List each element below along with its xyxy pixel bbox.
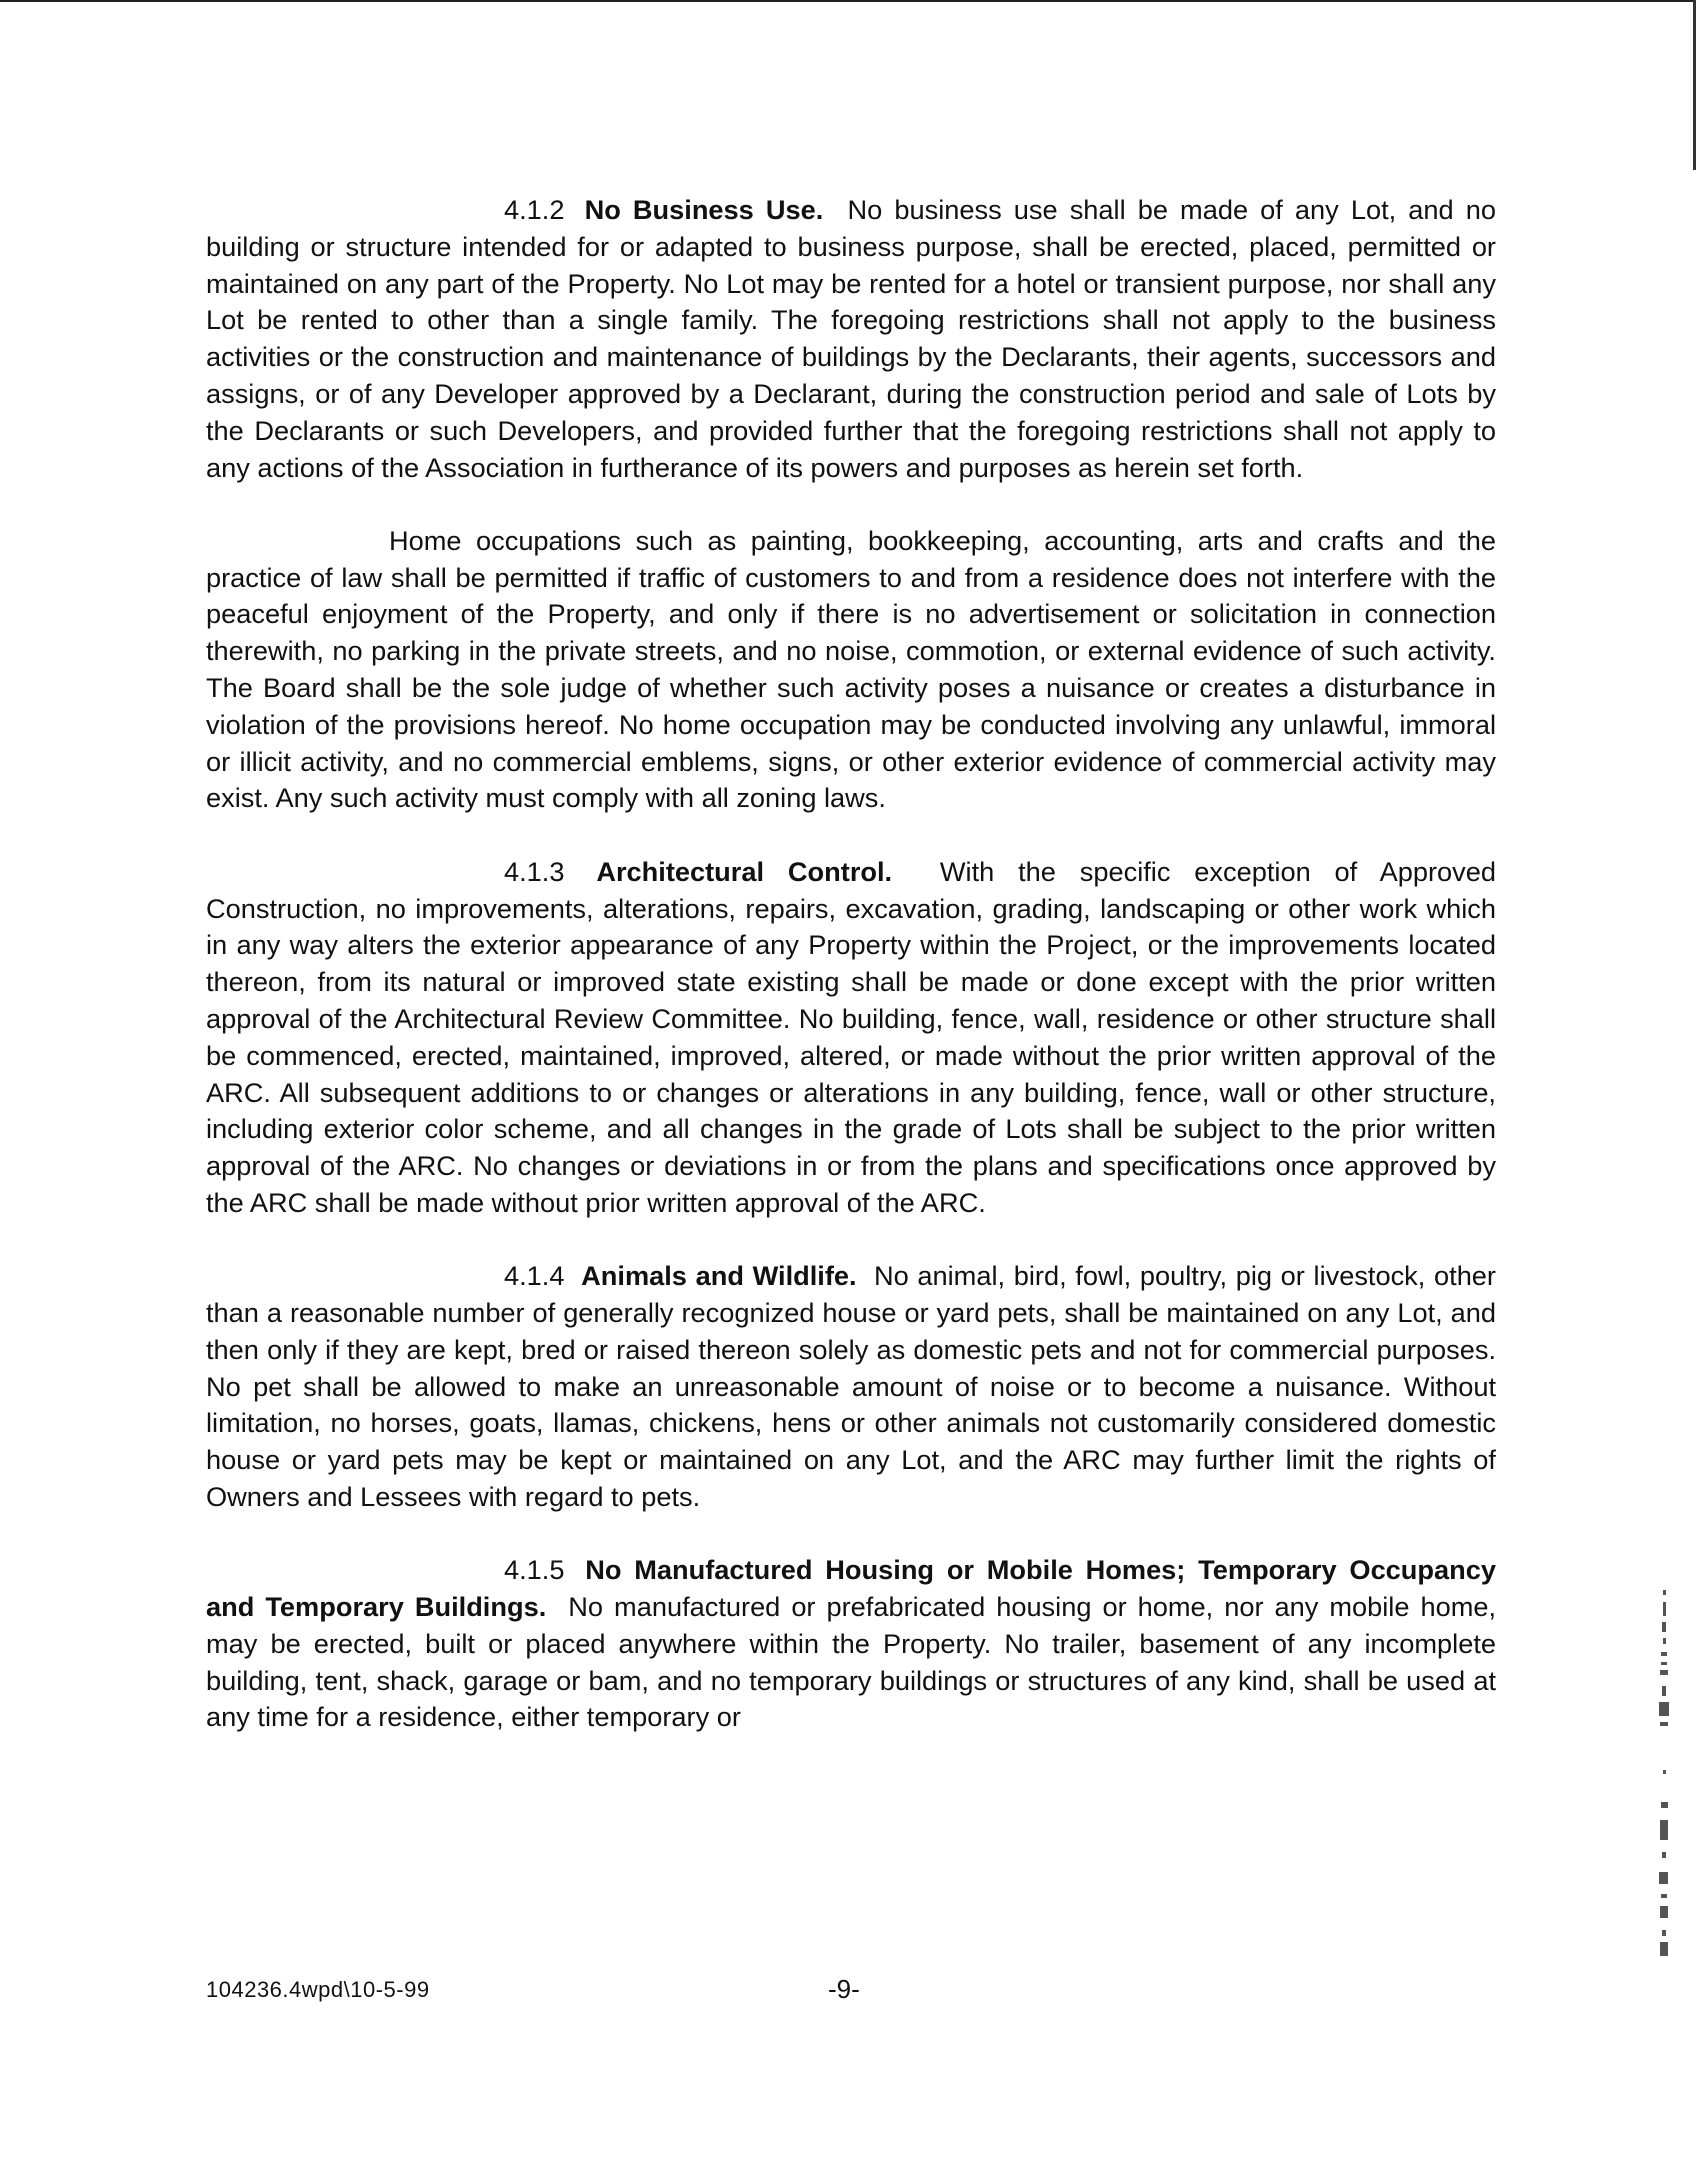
section-4-1-2-continuation xyxy=(206,523,1496,817)
section-4-1-2 xyxy=(206,192,1496,486)
section-heading: No Manufactured Housing or Mobile Homes; Temporary Occupancy and Temporary Buildings. xyxy=(206,1554,1496,1623)
section-text: Home occupations such as painting, bookkeeping, accounting, arts and crafts and the practice of law shall be permitted if traffic of customers to and from a residence does not interfere with the peaceful enjoyment of the Property, and only if there is no advertisement or solicitation in connection therewith, no parking in the private streets, and no noise, commotion, or external evidence of such activity. The Board shall be the sole judge of whether such activity poses a nuisance or creates a disturbance in violation of the provisions hereof. No home occupation may be conducted involving any unlawful, immoral or illicit activity, and no commercial emblems, signs, or other exterior evidence of commercial activity may exist. Any such activity must comply with all zoning laws. xyxy=(206,524,1496,814)
section-text: No business use shall be made of any Lot, and no building or structure intended for or adapted to business purpose, shall be erected, placed, permitted or maintained on any part of the Property. No Lot may be rented for a hotel or transient purpose, nor shall any Lot be rented to other than a single family. The foregoing restrictions shall not apply to the business activities or the construction and maintenance of buildings by the Declarants, their agents, successors and assigns, or of any Developer approved by a Declarant, during the construction period and sale of Lots by the Declarants or such Developers, and provided further that the foregoing restrictions shall not apply to any actions of the Association in furtherance of its powers and purposes as herein set forth. xyxy=(206,194,1496,483)
section-4-1-4 xyxy=(206,1258,1496,1516)
footer-file-reference: 104236.4wpd\10-5-99 xyxy=(206,1977,430,2002)
section-heading: Architectural Control. xyxy=(596,855,893,887)
section-text: No manufactured or prefabricated housing or home, nor any mobile home, may be erected, built or placed anywhere within the Property. No trailer, basement of any incomplete building, tent, shack, garage or bam, and no temporary buildings or structures of any kind, shall be used at any time for a residence, either temporary or xyxy=(206,1591,1497,1733)
section-text: With the specific exception of Approved Construction, no improvements, alterations, repairs, excavation, grading, landscaping or other work which in any way alters the exterior appearance of any Property within the Project, or the improvements located thereon, from its natural or improved state existing shall be made or done except with the prior written approval of the Architectural Review Committee. No building, fence, wall, residence or other structure shall be commenced, erected, maintained, improved, altered, or made without the prior written approval of the ARC. All subsequent additions to or changes or alterations in any building, fence, wall or other structure, including exterior color scheme, and all changes in the grade of Lots shall be subject to the prior written approval of the ARC. No changes or deviations in or from the plans and specifications once approved by the ARC shall be made without prior written approval of the ARC. xyxy=(206,855,1496,1218)
section-4-1-5 xyxy=(206,1552,1496,1736)
scan-top-edge xyxy=(0,0,1696,2)
page-number: -9- xyxy=(828,1974,860,2004)
section-number: 4.1.2 xyxy=(504,194,565,225)
section-number: 4.1.5 xyxy=(504,1554,565,1586)
section-heading: No Business Use. xyxy=(584,194,824,225)
section-heading: Animals and Wildlife. xyxy=(581,1260,857,1292)
section-text: No animal, bird, fowl, poultry, pig or livestock, other than a reasonable number of generally recognized house or yard pets, shall be maintained on any Lot, and then only if they are kept, bred or raised thereon solely as domestic pets and not for commercial purposes. No pet shall be allowed to make an unreasonable amount of noise or to become a nuisance. Without limitation, no horses, goats, llamas, chickens, hens or other animals not customarily considered domestic house or yard pets may be kept or maintained on any Lot, and the ARC may further limit the rights of Owners and Lessees with regard to pets. xyxy=(206,1260,1496,1512)
section-4-1-3 xyxy=(206,854,1496,1222)
section-number: 4.1.4 xyxy=(504,1260,565,1292)
section-number: 4.1.3 xyxy=(504,855,565,887)
document-body xyxy=(206,192,1496,1773)
recording-stamp-mark xyxy=(1650,1590,1680,1980)
